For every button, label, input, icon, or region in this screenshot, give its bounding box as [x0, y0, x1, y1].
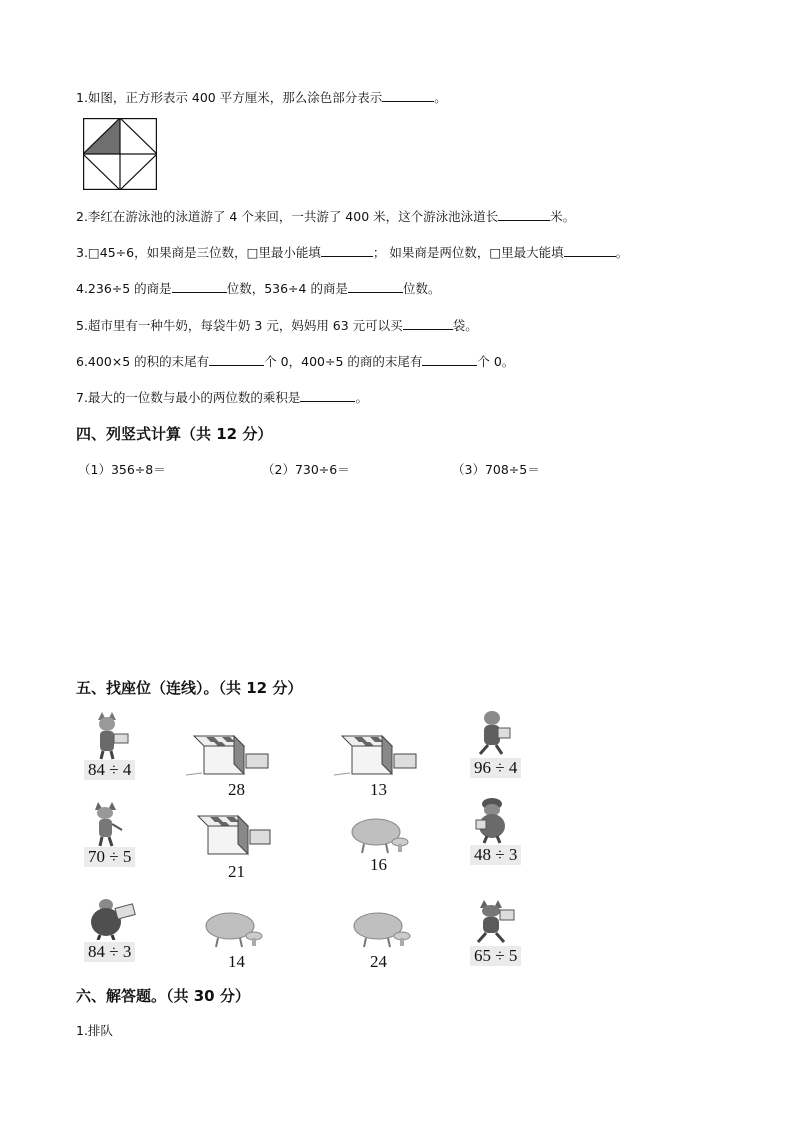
question-5: 5.超市里有一种牛奶，每袋牛奶 3 元，妈妈用 63 元可以买 袋。	[76, 318, 478, 333]
section-6-title: 六、解答题。（共 30 分）	[76, 987, 250, 1005]
seat-number-4[interactable]: 16	[370, 855, 387, 874]
seat-number-6[interactable]: 24	[370, 952, 387, 971]
question-1: 1.如图，正方形表示 400 平方厘米，那么涂色部分表示 。	[76, 90, 447, 105]
question-4: 4.236÷5 的商是 位数，536÷4 的商是 位数。	[76, 281, 441, 296]
seat-box-icon[interactable]	[190, 808, 278, 860]
answer-blank[interactable]	[498, 209, 550, 221]
answer-blank[interactable]	[321, 245, 373, 257]
answer-blank[interactable]	[348, 281, 403, 293]
mushroom-seat-icon[interactable]	[348, 818, 412, 856]
question-2: 2.李红在游泳池的泳道游了 4 个来回，一共游了 400 米，这个游泳池泳道长 米。	[76, 209, 576, 224]
answer-blank[interactable]	[422, 354, 477, 366]
animal-expression-1[interactable]: 84 ÷ 4	[84, 760, 135, 780]
animal-icon[interactable]	[90, 710, 134, 760]
animal-expression-2[interactable]: 96 ÷ 4	[470, 758, 521, 778]
calc-item-1: （1）356÷8＝	[78, 462, 166, 477]
seat-box-icon[interactable]	[186, 728, 274, 780]
question-3: 3.□45÷6，如果商是三位数，□里最小能填 ； 如果商是两位数，□里最大能填 。	[76, 245, 629, 260]
mushroom-seat-icon[interactable]	[350, 912, 414, 950]
animal-expression-5[interactable]: 84 ÷ 3	[84, 942, 135, 962]
question-7: 7.最大的一位数与最小的两位数的乘积是 。	[76, 390, 368, 405]
section-5-title: 五、找座位（连线）。（共 12 分）	[76, 679, 303, 697]
answer-blank[interactable]	[172, 281, 227, 293]
answer-blank[interactable]	[403, 318, 453, 330]
animal-icon[interactable]	[88, 800, 132, 848]
answer-blank[interactable]	[382, 90, 434, 102]
question-6: 6.400×5 的积的末尾有 个 0，400÷5 的商的末尾有 个 0。	[76, 354, 515, 369]
answer-blank[interactable]	[564, 245, 616, 257]
question-6-1: 1.排队	[76, 1023, 113, 1038]
answer-blank[interactable]	[300, 390, 355, 402]
calc-item-2: （2）730÷6＝	[262, 462, 350, 477]
animal-icon[interactable]	[470, 708, 516, 758]
seat-number-2[interactable]: 13	[370, 780, 387, 799]
square-figure	[83, 118, 157, 190]
calc-item-3: （3）708÷5＝	[452, 462, 540, 477]
animal-icon[interactable]	[470, 898, 520, 944]
animal-icon[interactable]	[470, 796, 516, 844]
animal-expression-3[interactable]: 70 ÷ 5	[84, 847, 135, 867]
animal-icon[interactable]	[86, 896, 138, 940]
seat-number-1[interactable]: 28	[228, 780, 245, 799]
animal-expression-6[interactable]: 65 ÷ 5	[470, 946, 521, 966]
seat-number-3[interactable]: 21	[228, 862, 245, 881]
mushroom-seat-icon[interactable]	[202, 912, 266, 950]
seat-box-icon[interactable]	[334, 728, 422, 780]
section-4-title: 四、列竖式计算（共 12 分）	[76, 425, 273, 443]
seat-number-5[interactable]: 14	[228, 952, 245, 971]
answer-blank[interactable]	[209, 354, 264, 366]
animal-expression-4[interactable]: 48 ÷ 3	[470, 845, 521, 865]
